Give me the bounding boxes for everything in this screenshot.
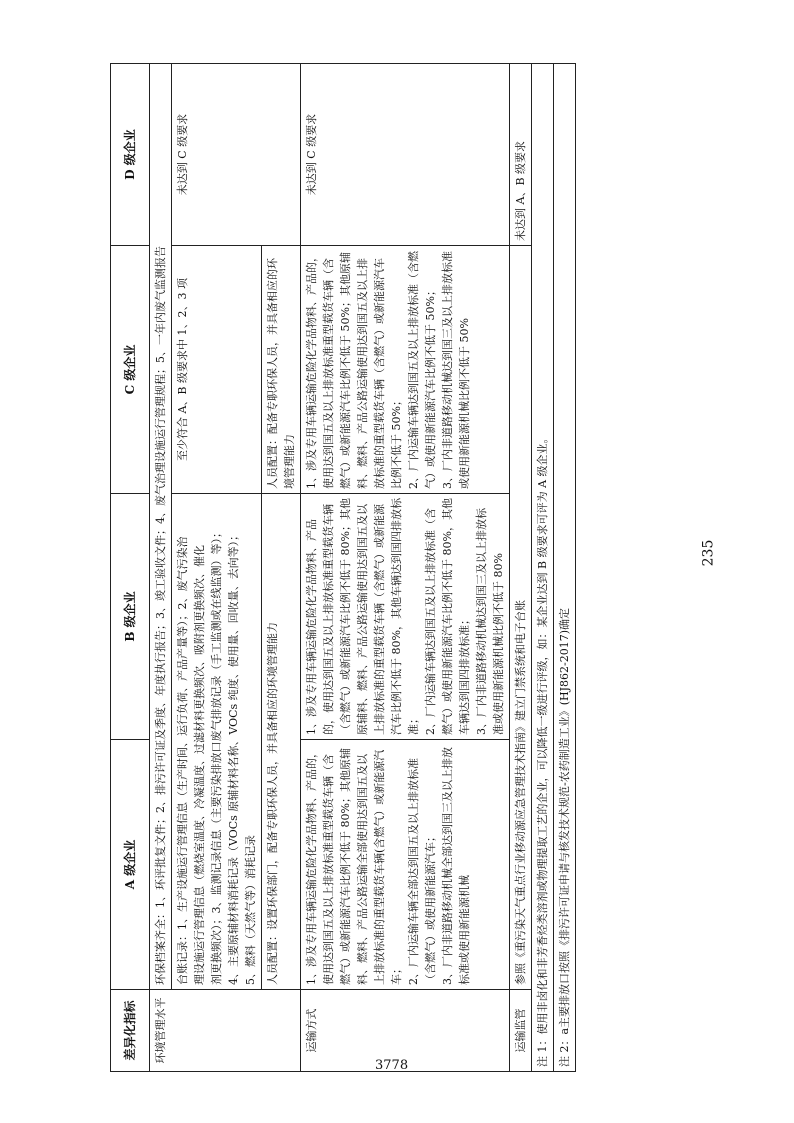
transport-b-cell xyxy=(301,494,510,740)
monitor-label: 运输监管 xyxy=(510,990,532,1072)
env-mgmt-label: 环境管理水平 xyxy=(150,990,301,1072)
transport-d-cell: 未达到 C 级要求 xyxy=(301,64,510,246)
table-row xyxy=(301,64,510,1072)
table-header-row xyxy=(111,64,150,1072)
header-indicator: 差异化指标 xyxy=(111,990,150,1072)
ledger-line: 理设施运行管理信息（燃烧室温度、冷凝温度、过滤材料更换频次、吸附剂更换频次、催化 xyxy=(193,545,206,985)
transport-c-item: 1、涉及专用车辆运输危险化学品物料、产品的，使用达到国五及以上排放标准重型载货车辆（含燃气）或新能源汽车比例不低于 50%；其他原辅料、燃料、产品公路运输使用达到国五及以上排放标准的重型载货车辆（含燃气）或新能源汽车比例不低于 50%； xyxy=(305,251,403,489)
transport-b-item: 3、厂内非道路移动机械达到国三及以上排放标准或使用新能源机械比例不低于 80% xyxy=(475,508,505,735)
table-row xyxy=(172,64,262,1072)
records-cell: 环保档案齐全：1、环评批复文件；2、排污许可证及季度、年度执行报告；3、竣工验收文件；4、废气治理设施运行管理规程；5、一年内废气监测报告 xyxy=(150,64,172,990)
header-b-level: B 级企业 xyxy=(111,494,150,740)
monitor-abc-cell: 参照《重污染天气重点行业移动源应急管理技术指南》建立门禁系统和电子台账 xyxy=(510,246,532,990)
ledger-line: 剂更换频次）；3、监测记录信息（主要污染排放口废气排放记录（手工监测或在线监测）等）； xyxy=(210,527,223,985)
bottom-page-number: 3778 xyxy=(375,1058,409,1073)
transport-b-item: 2、厂内运输车辆达到国五及以上排放标准（含燃气）或使用新能源汽车比例不低于 80%，其他车辆达到国四排放标准； xyxy=(424,498,471,735)
header-d-level: D 级企业 xyxy=(111,64,150,246)
transport-a-item: 1、涉及专用车辆运输危险化学品物料、产品的，使用达到国五及以上排放标准重型载货车辆（含燃气）或新能源汽车比例不低于 80%；其他原辅料、燃料、产品公路运输全部使用达到国五及以上排放标准的重型载货车辆(含燃气）或新能源汽车； xyxy=(305,747,403,985)
table-row xyxy=(510,64,532,1072)
ledger-cell xyxy=(172,494,262,990)
monitor-d-cell: 未达到 A、B 级要求 xyxy=(510,64,532,246)
transport-c-item: 3、厂内非道路移动机械达到国三及以上排放标准或使用新能源机械比例不低于 50% xyxy=(441,251,471,489)
note-row xyxy=(554,64,576,1072)
side-page-number: 235 xyxy=(700,539,717,567)
differentiation-table xyxy=(110,63,576,1072)
header-c-level: C 级企业 xyxy=(111,246,150,494)
note-2: 注 2：a主要排放口按照《排污许可证申请与核发技术规范-农药制造工业》(HJ862-2017)确定 xyxy=(554,64,576,1072)
ledger-line: 台账记录：1、生产设施运行管理信息（生产时间、运行负荷、产品产量等）；2、废气污染治 xyxy=(176,536,189,985)
ledger-line: 5、燃料（天然气等）消耗记录 xyxy=(244,835,257,985)
header-a-level: A 级企业 xyxy=(111,740,150,990)
d-level-cell: 未达到 C 级要求 xyxy=(172,64,301,246)
rotated-table-container xyxy=(110,64,586,1072)
transport-label: 运输方式 xyxy=(301,990,510,1072)
table-row xyxy=(150,64,172,1072)
transport-c-item: 2、厂内运输车辆达到国五及以上排放标准（含燃气）或使用新能源汽车比例不低于 50%； xyxy=(407,251,437,489)
transport-b-item: 1、涉及专用车辆运输危险化学品物料、产品的，使用达到国五及以上排放标准重型载货车辆（含燃气）或新能源汽车比例不低于 80%；其他原辅料、燃料、产品公路运输使用达到国五及以上排放标准的重型载货车辆（含燃气）或新能源汽车比例不低于 80%，其他车辆达到国四排放标准； xyxy=(305,498,420,735)
transport-a-item: 2、厂内运输车辆全部达到国五及以上排放标准（含燃气）或使用新能源汽车； xyxy=(407,758,437,985)
personnel-ab-cell: 人员配置：设置环保部门，配备专职环保人员，并具备相应的环境管理能力 xyxy=(262,494,301,990)
c-level-cell: 至少符合 A、B 级要求中 1、2、3 项 xyxy=(172,246,262,494)
note-row xyxy=(532,64,554,1072)
note-1: 注 1：使用非卤化和非芳香烃类溶剂或物理提取工艺的企业，可以降低一级进行评级，如：某企业达到 B 级要求可评为 A 级企业。 xyxy=(532,64,554,1072)
ledger-line: 4、主要原辅材料消耗记录（VOCs 原辅材料名称、VOCs 纯度、使用量、回收量、去向等）； xyxy=(227,529,240,985)
transport-a-item: 3、厂内非道路移动机械全部达到国三及以上排放标准或使用新能源机械 xyxy=(441,747,471,985)
personnel-c-cell: 人员配置：配备专职环保人员，并具备相应的环境管理能力 xyxy=(262,246,301,494)
transport-a-cell xyxy=(301,740,510,990)
transport-c-cell xyxy=(301,246,510,494)
